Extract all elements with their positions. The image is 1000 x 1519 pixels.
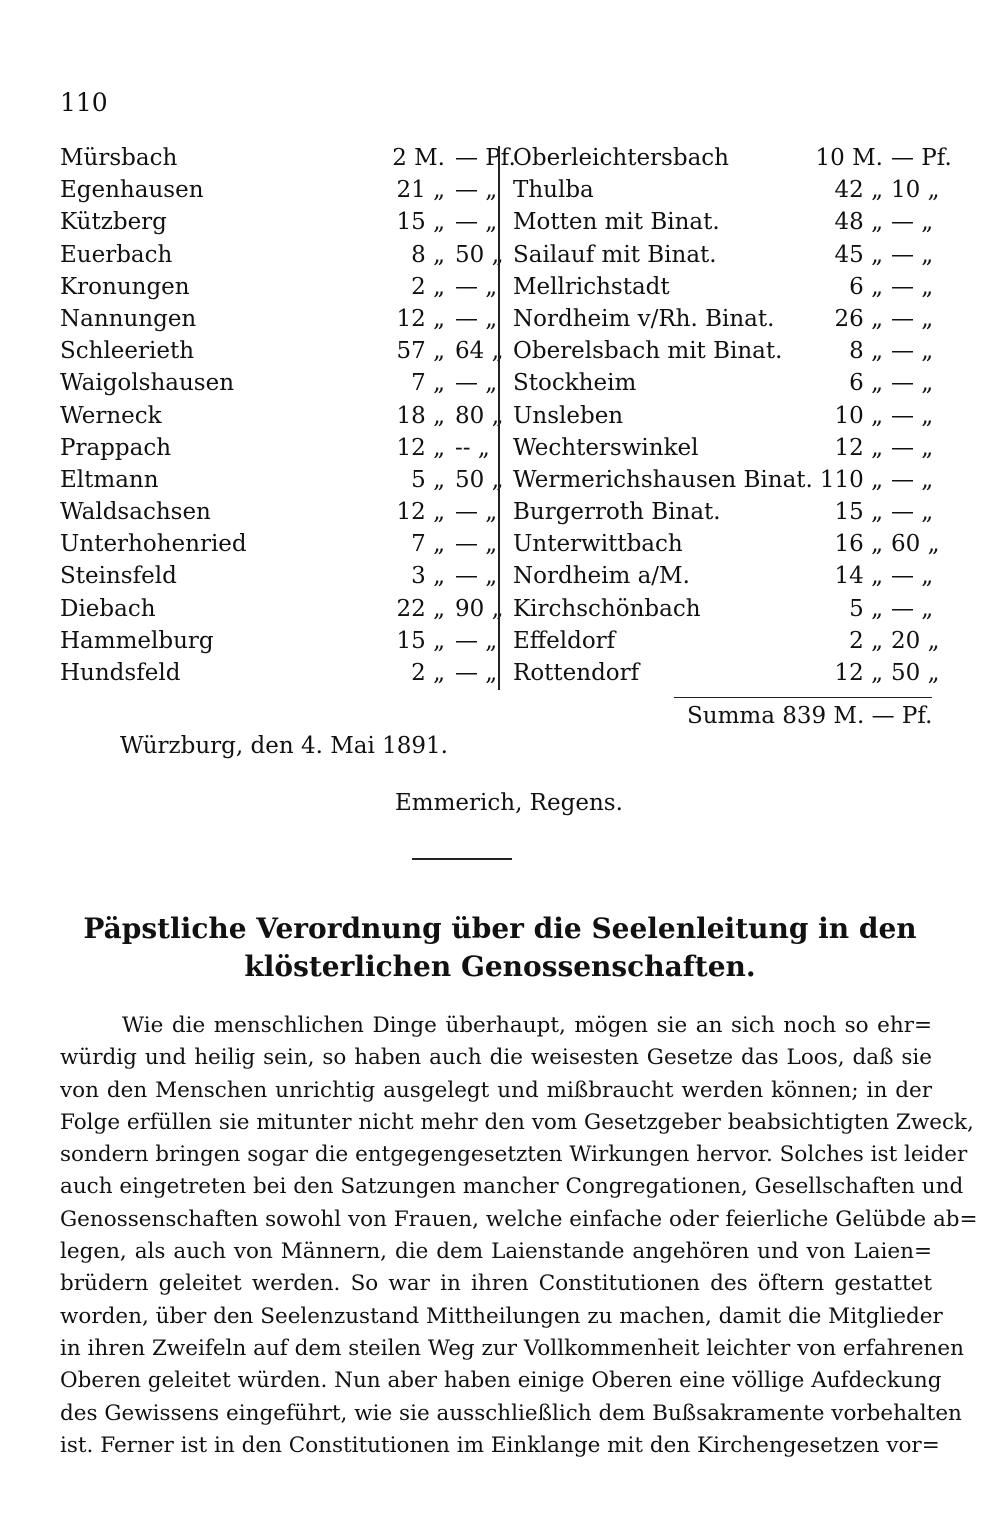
sum-total: Summa 839 M. — Pf.	[687, 703, 933, 729]
donation-row	[60, 271, 498, 303]
date-line: Würzburg, den 4. Mai 1891.	[120, 733, 448, 759]
donation-row	[60, 657, 498, 689]
donation-row	[60, 528, 498, 560]
mark-amount: 12 „	[396, 499, 445, 526]
donation-row	[513, 271, 933, 303]
pfennig-amount: — „	[455, 177, 498, 204]
donation-row	[513, 657, 940, 689]
pfennig-amount: 50 „	[455, 241, 504, 268]
mark-amount: 5 „	[411, 466, 445, 493]
donation-row	[513, 593, 933, 625]
pfennig-amount: 80 „	[455, 402, 504, 429]
parish-name: Kirchschönbach	[513, 595, 701, 622]
pfennig-amount: — „	[891, 434, 934, 461]
parish-name: Diebach	[60, 595, 156, 622]
pfennig-amount: — „	[891, 595, 934, 622]
pfennig-amount: — „	[455, 660, 498, 686]
body-line: legen, als auch von Männern, die dem Laienstande angehören und von Laien=	[60, 1239, 932, 1265]
pfennig-amount: — „	[455, 370, 498, 397]
donation-row	[60, 174, 498, 206]
body-line: brüdern geleitet werden. So war in ihren Constitutionen des öftern gestattet	[60, 1271, 932, 1297]
donation-row	[60, 496, 498, 528]
pfennig-amount: 50 „	[891, 660, 940, 686]
parish-name: Rottendorf	[513, 660, 640, 686]
mark-amount: 12 „	[396, 305, 445, 332]
mark-amount: 2 M.	[392, 145, 445, 171]
pfennig-amount: 50 „	[455, 466, 504, 493]
parish-name: Effeldorf	[513, 627, 616, 654]
pfennig-amount: — Pf.	[891, 145, 952, 171]
pfennig-amount: — „	[455, 531, 498, 558]
mark-amount: 16 „	[834, 531, 883, 558]
parish-name: Hammelburg	[60, 627, 214, 654]
donation-row	[513, 206, 933, 238]
mark-amount: 57 „	[396, 338, 445, 365]
mark-amount: 2 „	[411, 273, 445, 300]
donation-row	[513, 239, 933, 271]
pfennig-amount: -- „	[455, 434, 490, 461]
parish-name: Kronungen	[60, 273, 190, 300]
pfennig-amount: — „	[455, 273, 498, 300]
donation-row	[60, 303, 498, 335]
parish-name: Wermerichshausen Binat.	[513, 466, 813, 493]
body-line: würdig und heilig sein, so haben auch die weisesten Gesetze das Loos, daß sie	[60, 1045, 932, 1071]
mark-amount: 2 „	[411, 660, 445, 686]
mark-amount: 42 „	[834, 177, 883, 204]
donation-row	[513, 367, 933, 399]
section-divider	[412, 858, 512, 860]
parish-name: Schleerieth	[60, 338, 195, 365]
mark-amount: 110 „	[819, 466, 883, 493]
mark-amount: 8 „	[411, 241, 445, 268]
parish-name: Stockheim	[513, 370, 637, 397]
pfennig-amount: 60 „	[891, 531, 940, 558]
mark-amount: 6 „	[849, 370, 883, 397]
pfennig-amount: 64 „	[455, 338, 504, 365]
donation-row	[60, 239, 504, 271]
parish-name: Unsleben	[513, 402, 624, 429]
parish-name: Waigolshausen	[60, 370, 235, 397]
page-number: 110	[60, 88, 108, 117]
mark-amount: 15 „	[396, 627, 445, 654]
body-line: sondern bringen sogar die entgegengesetzten Wirkungen hervor. Solches ist leider	[60, 1142, 968, 1168]
pfennig-amount: — „	[455, 499, 498, 526]
pfennig-amount: 10 „	[891, 177, 940, 204]
parish-name: Werneck	[60, 402, 162, 429]
mark-amount: 8 „	[849, 338, 883, 365]
pfennig-amount: — „	[891, 273, 934, 300]
body-line: worden, über den Seelenzustand Mittheilungen zu machen, damit die Mitglieder	[60, 1303, 943, 1329]
parish-name: Waldsachsen	[60, 499, 211, 526]
donation-row	[60, 625, 498, 657]
mark-amount: 48 „	[834, 209, 883, 236]
pfennig-amount: — „	[891, 305, 934, 332]
body-line: des Gewissens eingeführt, wie sie ausschließlich dem Bußsakramente vorbehalten	[60, 1400, 962, 1426]
parish-name: Thulba	[513, 177, 594, 204]
donation-row	[60, 335, 504, 367]
donation-row	[513, 496, 933, 528]
parish-name: Kützberg	[60, 209, 167, 236]
donation-row	[513, 174, 940, 206]
pfennig-amount: — „	[891, 209, 934, 236]
mark-amount: 26 „	[834, 305, 883, 332]
mark-amount: 2 „	[849, 627, 883, 654]
article-heading	[60, 910, 940, 986]
pfennig-amount: — „	[891, 499, 934, 526]
pfennig-amount: 90 „	[455, 595, 504, 622]
body-line: in ihren Zweifeln auf dem steilen Weg zur Vollkommenheit leichter von erfahrenen	[60, 1335, 964, 1361]
parish-name: Unterwittbach	[513, 531, 683, 558]
mark-amount: 12 „	[834, 660, 883, 686]
column-divider	[498, 146, 500, 690]
article-body	[60, 1010, 978, 1462]
parish-name: Wechterswinkel	[513, 434, 699, 461]
donation-row	[60, 142, 516, 174]
parish-name: Hundsfeld	[60, 660, 181, 686]
mark-amount: 10 M.	[815, 145, 883, 171]
mark-amount: 14 „	[834, 563, 883, 590]
parish-name: Oberelsbach mit Binat.	[513, 338, 783, 365]
parish-name: Mürsbach	[60, 145, 178, 171]
pfennig-amount: — „	[455, 305, 498, 332]
donation-row	[513, 625, 940, 657]
body-line: von den Menschen unrichtig ausgelegt und mißbraucht werden können; in der	[60, 1077, 932, 1103]
mark-amount: 18 „	[396, 402, 445, 429]
pfennig-amount: — „	[891, 241, 934, 268]
body-line: Genossenschaften sowohl von Frauen, welche einfache oder feierliche Gelübde ab=	[60, 1206, 978, 1232]
mark-amount: 7 „	[411, 531, 445, 558]
donation-row	[60, 206, 498, 238]
mark-amount: 7 „	[411, 370, 445, 397]
pfennig-amount: — „	[455, 209, 498, 236]
pfennig-amount: — „	[891, 338, 934, 365]
donation-row	[60, 432, 490, 464]
parish-name: Nordheim a/M.	[513, 563, 690, 590]
parish-name: Burgerroth Binat.	[513, 499, 721, 526]
mark-amount: 3 „	[411, 563, 445, 590]
mark-amount: 5 „	[849, 595, 883, 622]
parish-name: Motten mit Binat.	[513, 209, 720, 236]
article-heading-line-2: klösterlichen Genossenschaften.	[244, 950, 756, 983]
pfennig-amount: — „	[891, 563, 934, 590]
mark-amount: 15 „	[396, 209, 445, 236]
parish-name: Unterhohenried	[60, 531, 247, 558]
parish-name: Eltmann	[60, 466, 159, 493]
parish-name: Mellrichstadt	[513, 273, 670, 300]
mark-amount: 45 „	[834, 241, 883, 268]
body-line: ist. Ferner ist in den Constitutionen im Einklange mit den Kirchengesetzen vor=	[60, 1432, 940, 1458]
mark-amount: 12 „	[396, 434, 445, 461]
parish-name: Oberleichtersbach	[513, 145, 729, 171]
body-line: Wie die menschlichen Dinge überhaupt, mögen sie an sich noch so ehr=	[122, 1013, 932, 1038]
body-line: Folge erfüllen sie mitunter nicht mehr den vom Gesetzgeber beabsichtigten Zweck,	[60, 1109, 974, 1135]
donation-row	[513, 303, 933, 335]
sum-rule	[674, 697, 932, 698]
donation-row	[513, 335, 933, 367]
mark-amount: 15 „	[834, 499, 883, 526]
donation-row	[60, 593, 504, 625]
donations-list-right	[513, 142, 952, 689]
article-heading-line-1: Päpstliche Verordnung über die Seelenleitung in den	[83, 912, 917, 945]
pfennig-amount: — „	[455, 563, 498, 590]
parish-name: Egenhausen	[60, 177, 204, 204]
pfennig-amount: — „	[455, 627, 498, 654]
pfennig-amount: — „	[891, 370, 934, 397]
donation-row	[60, 367, 498, 399]
pfennig-amount: 20 „	[891, 627, 940, 654]
donation-row	[513, 432, 933, 464]
pfennig-amount: — „	[891, 402, 934, 429]
donation-row	[513, 400, 933, 432]
mark-amount: 10 „	[834, 402, 883, 429]
signature: Emmerich, Regens.	[395, 790, 623, 816]
body-line: auch eingetreten bei den Satzungen mancher Congregationen, Gesellschaften und	[60, 1174, 964, 1200]
donation-row	[513, 464, 933, 496]
mark-amount: 12 „	[834, 434, 883, 461]
donation-row	[513, 528, 940, 560]
mark-amount: 22 „	[396, 595, 445, 622]
pfennig-amount: — Pf.	[455, 145, 516, 171]
parish-name: Steinsfeld	[60, 563, 177, 590]
parish-name: Euerbach	[60, 241, 173, 268]
donation-row	[513, 560, 933, 592]
mark-amount: 6 „	[849, 273, 883, 300]
donations-list-left	[60, 142, 516, 689]
donation-row	[60, 464, 504, 496]
body-line: Oberen geleitet würden. Nun aber haben einige Oberen eine völlige Aufdeckung	[60, 1368, 942, 1394]
donation-row	[60, 400, 504, 432]
donation-row	[60, 560, 498, 592]
mark-amount: 21 „	[396, 177, 445, 204]
pfennig-amount: — „	[891, 466, 934, 493]
parish-name: Nordheim v/Rh. Binat.	[513, 305, 775, 332]
parish-name: Sailauf mit Binat.	[513, 241, 717, 268]
parish-name: Nannungen	[60, 305, 197, 332]
parish-name: Prappach	[60, 434, 172, 461]
donation-row	[513, 142, 952, 174]
